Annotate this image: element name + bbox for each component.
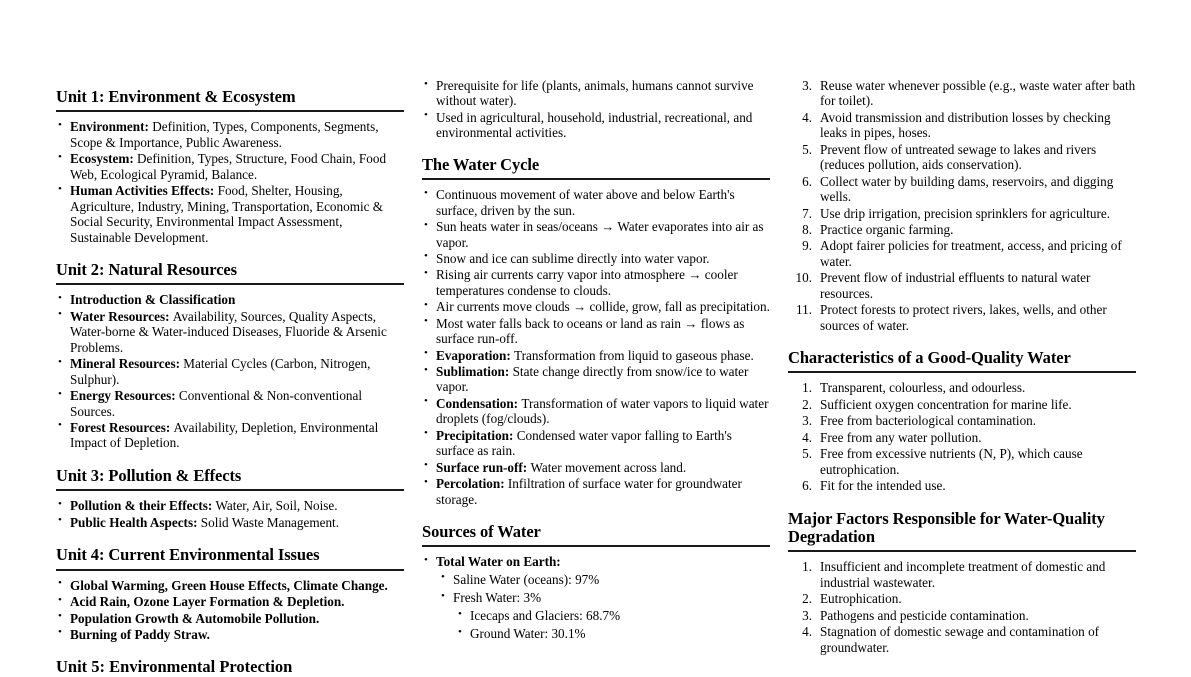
section-water-cycle	[422, 156, 770, 507]
list-item-text: Water movement across land.	[530, 459, 687, 475]
continued-numbered-list	[788, 78, 1136, 333]
bullet-list	[56, 292, 404, 450]
list-item-text: Reuse water whenever possible (e.g., waste water after bath for toilet).	[820, 78, 1136, 109]
list-item	[788, 238, 1136, 269]
continued-bullet-list	[422, 78, 770, 141]
section-heading: Unit 3: Pollution & Effects	[56, 467, 404, 491]
list-item-text: Prevent flow of industrial effluents to natural water resources.	[820, 270, 1091, 301]
list-item	[788, 446, 1136, 477]
list-item	[422, 316, 770, 347]
section-unit-2	[56, 261, 404, 451]
list-item	[422, 396, 770, 427]
list-item	[56, 388, 404, 419]
list-item	[422, 219, 770, 250]
list-item	[422, 251, 770, 266]
list-item-text: Adopt fairer policies for treatment, access, and pricing of water.	[820, 238, 1122, 269]
list-item	[453, 625, 770, 642]
list-item-text: Transformation from liquid to gaseous phase.	[514, 347, 754, 363]
list-item-lead: Precipitation:	[436, 427, 517, 443]
list-item	[56, 515, 404, 530]
list-item-text: Protect forests to protect rivers, lakes, wells, and other sources of water.	[820, 302, 1107, 333]
list-item-text: Food, Shelter, Housing, Agriculture, Industry, Mining, Transportation, Economic & Social Security, Environmental Impact Assessment, Sustainable Development.	[70, 183, 384, 245]
list-item-text: Stagnation of domestic sewage and contamination of groundwater.	[820, 624, 1100, 655]
list-item	[422, 476, 770, 507]
list-item	[56, 183, 404, 245]
list-item	[788, 397, 1136, 412]
section-heading: Major Factors Responsible for Water-Quality Degradation	[788, 510, 1136, 553]
list-item-lead: Mineral Resources:	[70, 356, 184, 372]
list-item	[788, 478, 1136, 493]
list-item	[788, 591, 1136, 606]
list-item	[788, 174, 1136, 205]
list-item-text: Insufficient and incomplete treatment of domestic and industrial wastewater.	[820, 559, 1106, 590]
bullet-list	[422, 187, 770, 507]
list-item-lead: Introduction & Classification	[70, 292, 236, 308]
list-item	[422, 267, 770, 298]
section-heading: The Water Cycle	[422, 156, 770, 180]
list-item-text: Solid Waste Management.	[200, 514, 340, 530]
list-item-lead: Global Warming, Green House Effects, Climate Change.	[70, 577, 388, 593]
list-item	[422, 554, 770, 642]
list-item-lead: Energy Resources:	[70, 388, 179, 404]
bullet-list	[56, 578, 404, 643]
list-item	[422, 348, 770, 363]
section-heading-unit-5-clipped: Unit 5: Environmental Protection	[56, 657, 293, 677]
list-item-lead: Evaporation:	[436, 347, 515, 363]
list-item-text: Material Cycles (Carbon, Nitrogen, Sulphur).	[70, 356, 371, 387]
list-item	[56, 356, 404, 387]
list-item-text: Fit for the intended use.	[820, 478, 946, 494]
list-item	[56, 594, 404, 609]
list-item	[422, 187, 770, 218]
list-item	[422, 460, 770, 475]
list-item-text: Eutrophication.	[820, 591, 902, 607]
list-item	[56, 420, 404, 451]
list-item-text: Transparent, colourless, and odourless.	[820, 380, 1026, 396]
list-item-text: Free from bacteriological contamination.	[820, 413, 1037, 429]
list-item	[788, 608, 1136, 623]
bullet-list	[56, 119, 404, 245]
section-unit-1	[56, 88, 404, 245]
list-item-text: Free from excessive nutrients (N, P), which cause eutrophication.	[820, 446, 1083, 477]
list-item	[56, 498, 404, 513]
list-item-text: Use drip irrigation, precision sprinklers for agriculture.	[820, 205, 1111, 221]
list-item	[56, 309, 404, 355]
sub-bullet-list	[436, 571, 770, 643]
list-item-text: Condensed water vapor falling to Earth's surface as rain.	[436, 427, 732, 459]
list-item-lead: Surface run-off:	[436, 459, 531, 475]
list-item-text: Used in agricultural, household, industrial, recreational, and environmental activities.	[436, 109, 753, 141]
list-item-lead: Water Resources:	[70, 308, 173, 324]
list-item-lead: Human Activities Effects:	[70, 183, 218, 199]
list-item-lead: Sublimation:	[436, 364, 513, 380]
section-heading: Unit 4: Current Environmental Issues	[56, 546, 404, 570]
list-item	[56, 578, 404, 593]
list-item-text: Definition, Types, Components, Segments, Scope & Importance, Public Awareness.	[70, 119, 379, 150]
section-good-quality-water	[788, 349, 1136, 494]
list-item	[788, 430, 1136, 445]
list-item	[453, 607, 770, 624]
list-item	[788, 110, 1136, 141]
section-heading: Characteristics of a Good-Quality Water	[788, 349, 1136, 373]
section-water-quality-degradation	[788, 510, 1136, 656]
section-heading: Sources of Water	[422, 523, 770, 547]
list-item	[436, 571, 770, 588]
numbered-list	[788, 559, 1136, 655]
list-item-text: Infiltration of surface water for groundwater storage.	[436, 476, 742, 507]
list-item	[788, 413, 1136, 428]
list-item-text: Icecaps and Glaciers: 68.7%	[470, 608, 621, 624]
list-item-text: Conventional & Non-conventional Sources.	[70, 388, 363, 419]
list-item	[56, 611, 404, 626]
list-item-lead: Acid Rain, Ozone Layer Formation & Depletion.	[70, 594, 345, 610]
list-item-text: Fresh Water: 3%	[453, 590, 542, 606]
list-item	[56, 627, 404, 642]
list-item	[788, 624, 1136, 655]
list-item-lead: Percolation:	[436, 476, 508, 492]
list-item	[422, 110, 770, 141]
list-item-text: Continuous movement of water above and below Earth's surface, driven by the sun.	[436, 187, 735, 218]
list-item-text: Sun heats water in seas/oceans → Water evaporates into air as vapor.	[436, 219, 764, 250]
list-item	[788, 142, 1136, 173]
list-item-lead: Forest Resources:	[70, 419, 174, 435]
list-item-lead: Population Growth & Automobile Pollution.	[70, 610, 320, 626]
list-item-text: Ground Water: 30.1%	[470, 626, 586, 642]
list-item-text: Avoid transmission and distribution losses by checking leaks in pipes, hoses.	[820, 109, 1111, 141]
list-item	[788, 302, 1136, 333]
list-item-text: Saline Water (oceans): 97%	[453, 571, 600, 587]
section-unit-4	[56, 546, 404, 642]
list-item-text: Air currents move clouds → collide, grow, fall as precipitation.	[436, 299, 770, 315]
list-item-lead: Burning of Paddy Straw.	[70, 626, 210, 642]
list-item-lead: Pollution & their Effects:	[70, 498, 216, 514]
column-2	[422, 0, 770, 659]
list-item-text: Rising air currents carry vapor into atmosphere → cooler temperatures condense to clouds.	[436, 267, 738, 298]
list-item	[436, 589, 770, 642]
list-item-text: Free from any water pollution.	[820, 429, 982, 445]
list-item-lead: Public Health Aspects:	[70, 514, 201, 530]
list-item-text: Prevent flow of untreated sewage to lakes and rivers (reduces pollution, aids conservation).	[820, 141, 1097, 173]
sub-sub-bullet-list	[453, 607, 770, 642]
list-item	[422, 78, 770, 109]
numbered-list	[788, 380, 1136, 493]
list-item	[56, 119, 404, 150]
list-item-text: Availability, Sources, Quality Aspects, Water-borne & Water-induced Diseases, Fluoride & Arsenic Problems.	[70, 308, 387, 355]
list-item-text: Snow and ice can sublime directly into water vapor.	[436, 250, 710, 266]
column-3	[788, 0, 1136, 671]
column-1	[56, 0, 404, 677]
list-item-text: State change directly from snow/ice to water vapor.	[436, 364, 749, 395]
list-item	[788, 559, 1136, 590]
list-item-text: Availability, Depletion, Environmental Impact of Depletion.	[70, 419, 379, 451]
list-item-text: Practice organic farming.	[820, 221, 954, 237]
list-item	[422, 299, 770, 314]
list-item-lead: Environment:	[70, 119, 153, 135]
list-item	[788, 222, 1136, 237]
section-sources-of-water	[422, 523, 770, 643]
list-item-lead: Ecosystem:	[70, 151, 138, 167]
list-item	[788, 270, 1136, 301]
list-item	[422, 364, 770, 395]
section-heading: Unit 1: Environment & Ecosystem	[56, 88, 404, 112]
list-item-text: Sufficient oxygen concentration for marine life.	[820, 396, 1072, 412]
bullet-list	[422, 554, 770, 642]
list-item-text: Pathogens and pesticide contamination.	[820, 607, 1029, 623]
section-unit-3	[56, 467, 404, 530]
list-item	[422, 428, 770, 459]
list-item	[788, 206, 1136, 221]
list-item-text: Transformation of water vapors to liquid water droplets (fog/clouds).	[436, 395, 769, 427]
bullet-list	[56, 498, 404, 530]
list-item-text: Most water falls back to oceans or land as rain → flows as surface run-off.	[436, 315, 745, 347]
list-item-lead: Total Water on Earth:	[436, 554, 561, 570]
list-item	[788, 78, 1136, 109]
list-item	[56, 292, 404, 307]
list-item-text: Definition, Types, Structure, Food Chain, Food Web, Ecological Pyramid, Balance.	[70, 151, 387, 182]
list-item	[788, 380, 1136, 395]
section-heading: Unit 2: Natural Resources	[56, 261, 404, 285]
list-item	[56, 151, 404, 182]
list-item-lead: Condensation:	[436, 395, 522, 411]
list-item-text: Prerequisite for life (plants, animals, humans cannot survive without water).	[436, 78, 754, 109]
list-item-text: Collect water by building dams, reservoirs, and digging wells.	[820, 173, 1114, 205]
list-item-text: Water, Air, Soil, Noise.	[215, 498, 338, 514]
